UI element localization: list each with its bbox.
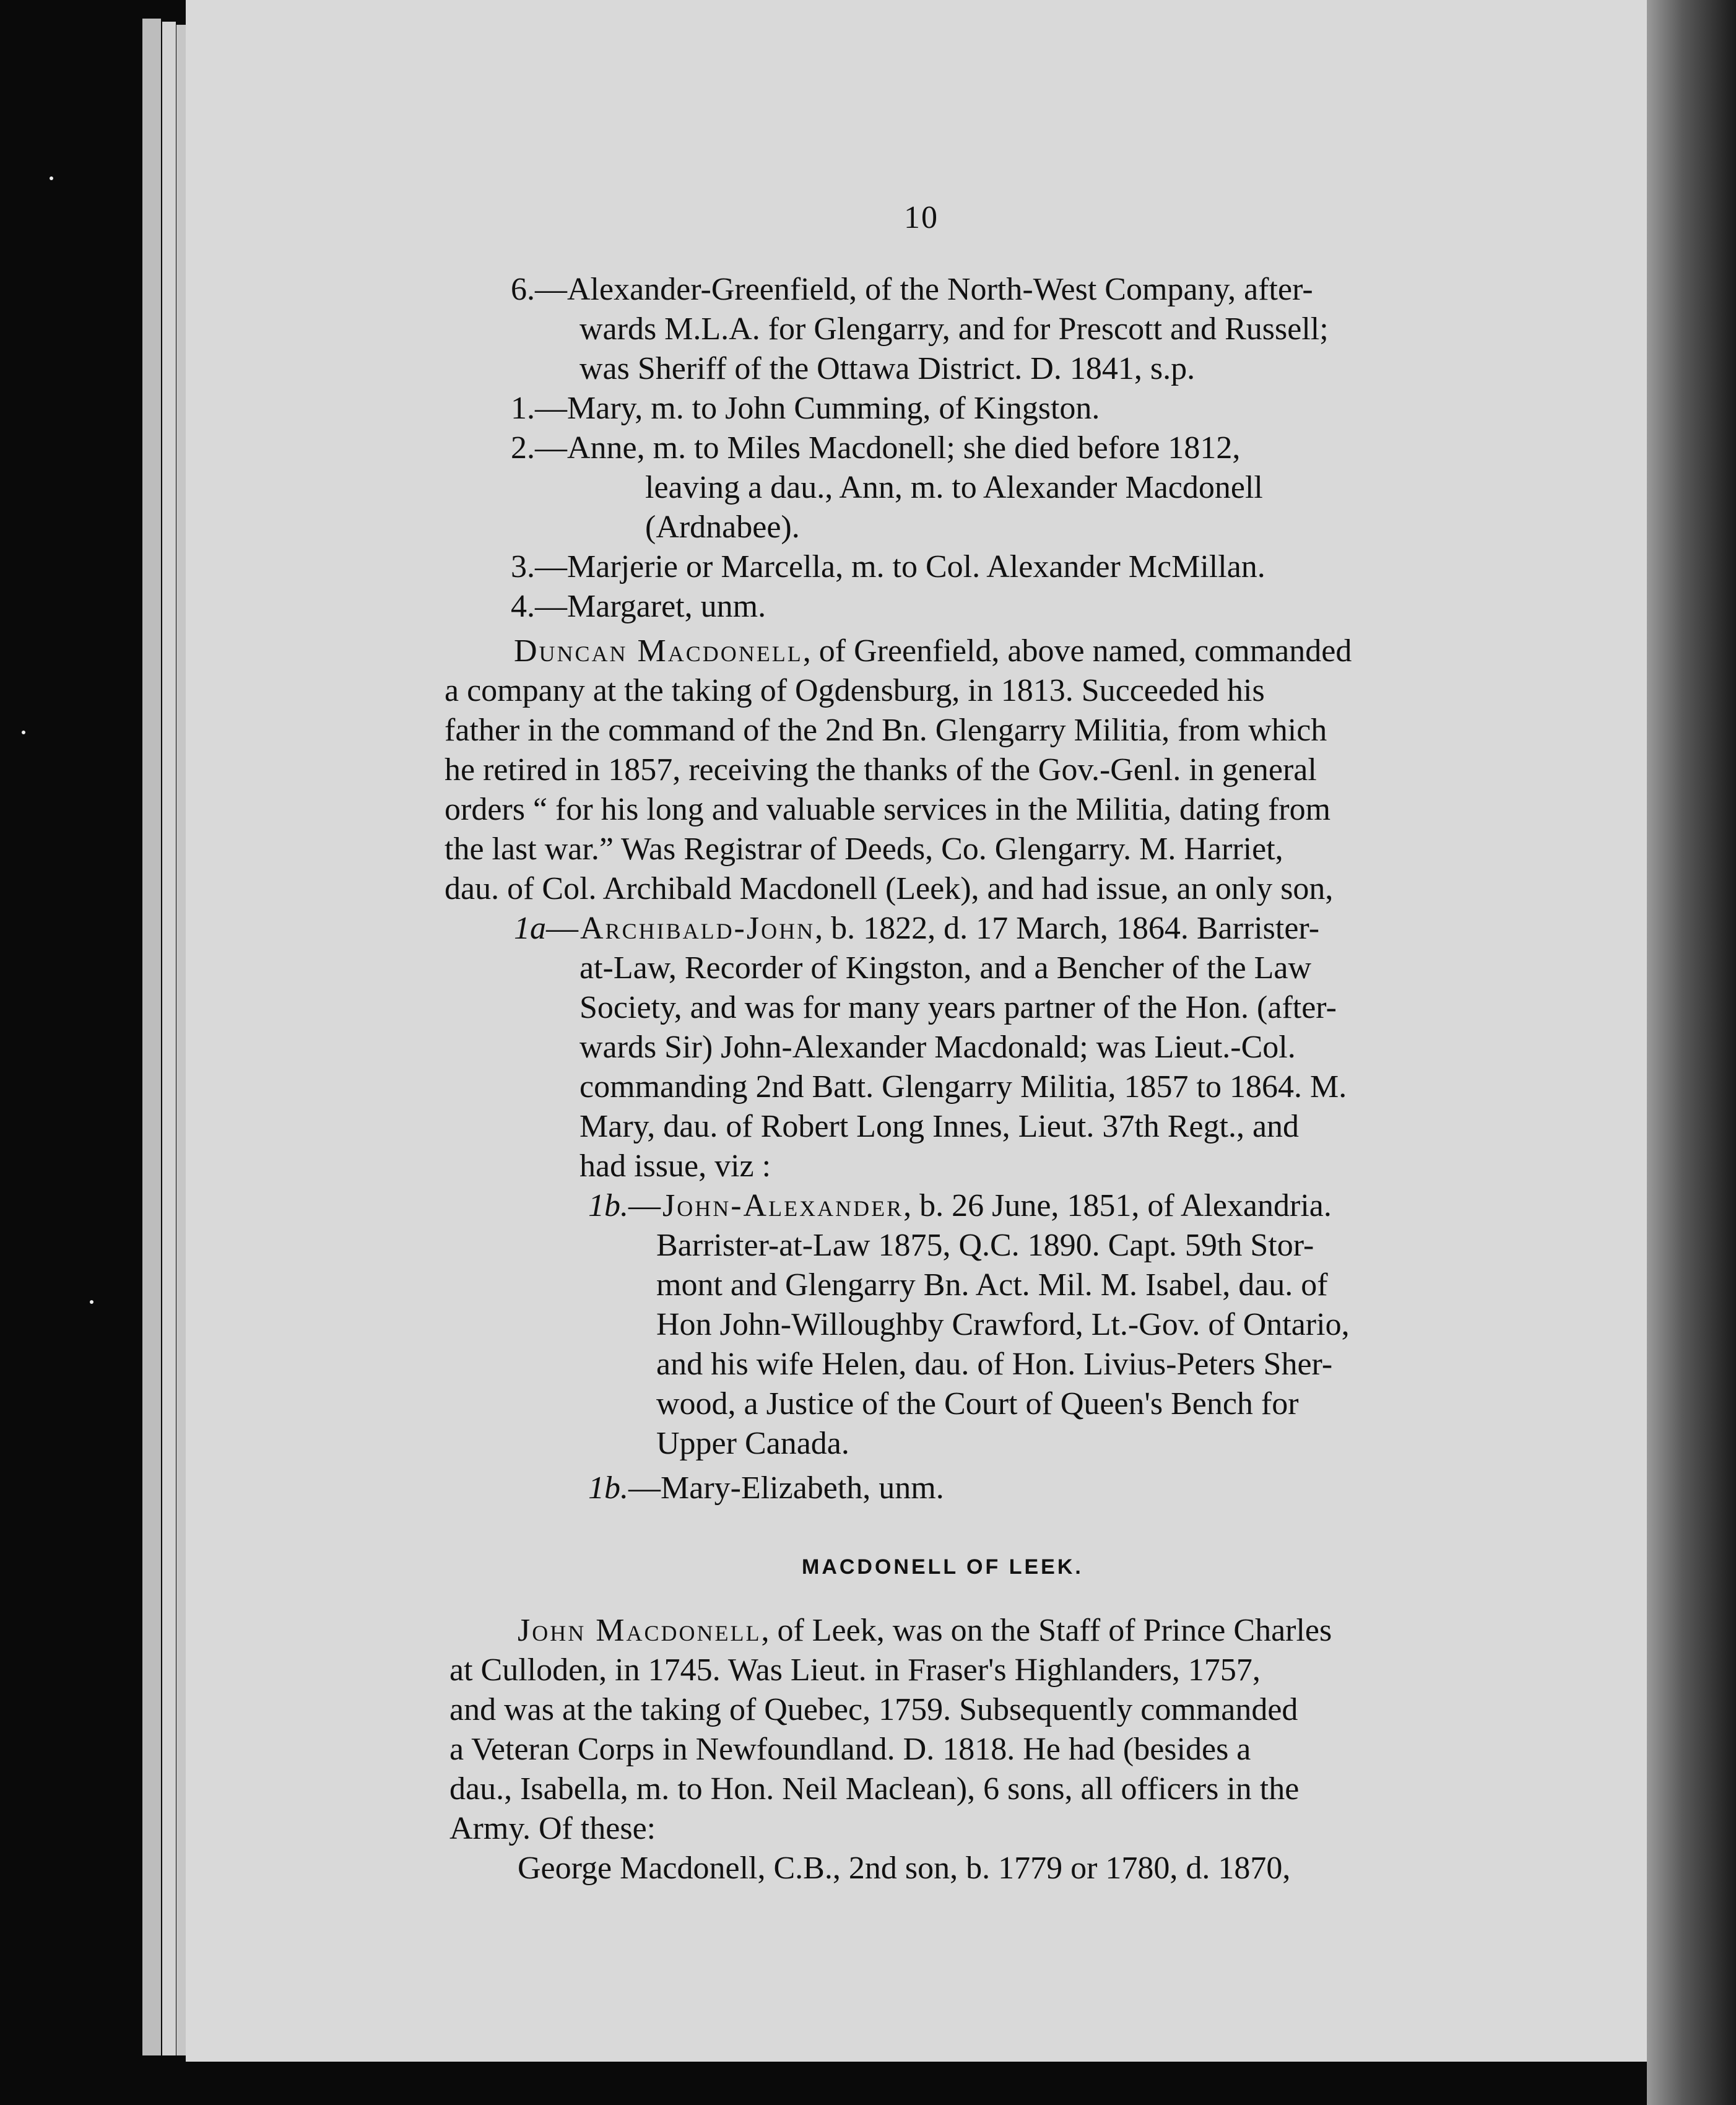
person-name: Duncan Macdonell: [514, 633, 803, 669]
entry-3: 3.—Marjerie or Marcella, m. to Col. Alexander McMillan.: [511, 549, 1265, 584]
entry-6: 6.—Alexander-Greenfield, of the North-West Company, after-: [511, 272, 1313, 307]
entry-1a-cont: at-Law, Recorder of Kingston, and a Bencher of the Law: [579, 950, 1312, 986]
entry-1b-second: 1b.—Mary-Elizabeth, unm.: [588, 1470, 944, 1506]
page-number: 10: [904, 200, 939, 235]
person-name: —John-Alexander: [628, 1188, 904, 1223]
entry-1b-cont: Hon John-Willoughby Crawford, Lt.-Gov. of Ontario,: [656, 1307, 1350, 1342]
paragraph-line: orders “ for his long and valuable services in the Militia, dating from: [445, 792, 1331, 827]
page-edge: [142, 19, 161, 2055]
paragraph-line: George Macdonell, C.B., 2nd son, b. 1779 or 1780, d. 1870,: [518, 1851, 1291, 1886]
scan-speck: [50, 176, 53, 180]
scan-speck: [22, 731, 25, 734]
entry-number: 1b.: [588, 1188, 628, 1223]
entry-1b-cont: mont and Glengarry Bn. Act. Mil. M. Isabel, dau. of: [656, 1267, 1328, 1303]
entry-1a-cont: Society, and was for many years partner of the Hon. (after-: [579, 990, 1337, 1025]
entry-1: 1.—Mary, m. to John Cumming, of Kingston.: [511, 391, 1100, 426]
paragraph-line: Duncan Macdonell, of Greenfield, above named, commanded: [514, 633, 1352, 669]
entry-number: 1a: [514, 911, 546, 946]
paragraph-line: and was at the taking of Quebec, 1759. Subsequently commanded: [449, 1692, 1298, 1727]
paragraph-line: John Macdonell, of Leek, was on the Staff of Prince Charles: [518, 1613, 1332, 1648]
entry-1b: 1b.—John-Alexander, b. 26 June, 1851, of Alexandria.: [588, 1188, 1332, 1223]
entry-2-cont: (Ardnabee).: [645, 510, 800, 545]
paragraph-line: he retired in 1857, receiving the thanks of the Gov.-Genl. in general: [445, 752, 1317, 788]
entry-2: 2.—Anne, m. to Miles Macdonell; she died before 1812,: [511, 430, 1241, 466]
person-name: John Macdonell: [518, 1613, 762, 1648]
paragraph-line: a Veteran Corps in Newfoundland. D. 1818. He had (besides a: [449, 1732, 1251, 1767]
entry-1a-cont: Mary, dau. of Robert Long Innes, Lieut. 37th Regt., and: [579, 1109, 1300, 1144]
paragraph-line: Army. Of these:: [449, 1811, 656, 1846]
entry-2-cont: leaving a dau., Ann, m. to Alexander Macdonell: [645, 470, 1263, 505]
entry-6-cont: was Sheriff of the Ottawa District. D. 1841, s.p.: [579, 351, 1196, 386]
person-name: —Archibald-John: [546, 911, 815, 946]
scan-speck: [90, 1300, 93, 1304]
paragraph-line: the last war.” Was Registrar of Deeds, Co. Glengarry. M. Harriet,: [445, 831, 1283, 867]
paragraph-line: at Culloden, in 1745. Was Lieut. in Fraser's Highlanders, 1757,: [449, 1652, 1261, 1688]
entry-1a: 1a—Archibald-John, b. 1822, d. 17 March, 1864. Barrister-: [514, 911, 1320, 946]
paragraph-line: dau., Isabella, m. to Hon. Neil Maclean), 6 sons, all officers in the: [449, 1771, 1300, 1807]
entry-1b-cont: Barrister-at-Law 1875, Q.C. 1890. Capt. 59th Stor-: [656, 1228, 1314, 1263]
entry-6-cont: wards M.L.A. for Glengarry, and for Prescott and Russell;: [579, 311, 1329, 347]
entry-4: 4.—Margaret, unm.: [511, 589, 766, 624]
book-gutter-shadow: [1647, 0, 1736, 2105]
paragraph-line: dau. of Col. Archibald Macdonell (Leek), and had issue, an only son,: [445, 871, 1334, 906]
paragraph-line: father in the command of the 2nd Bn. Glengarry Militia, from which: [445, 713, 1327, 748]
entry-1a-cont: had issue, viz :: [579, 1148, 771, 1184]
entry-1b-cont: and his wife Helen, dau. of Hon. Livius-Peters Sher-: [656, 1347, 1333, 1382]
entry-1b-cont: wood, a Justice of the Court of Queen's Bench for: [656, 1386, 1299, 1421]
paragraph-line: a company at the taking of Ogdensburg, in 1813. Succeeded his: [445, 673, 1265, 708]
page-edge: [162, 22, 176, 2055]
section-heading: MACDONELL OF LEEK.: [802, 1555, 1083, 1579]
entry-1a-cont: wards Sir) John-Alexander Macdonald; was Lieut.-Col.: [579, 1030, 1296, 1065]
entry-1a-cont: commanding 2nd Batt. Glengarry Militia, 1857 to 1864. M.: [579, 1069, 1347, 1105]
entry-1b-cont: Upper Canada.: [656, 1426, 849, 1461]
entry-number: 1b.: [588, 1470, 628, 1506]
